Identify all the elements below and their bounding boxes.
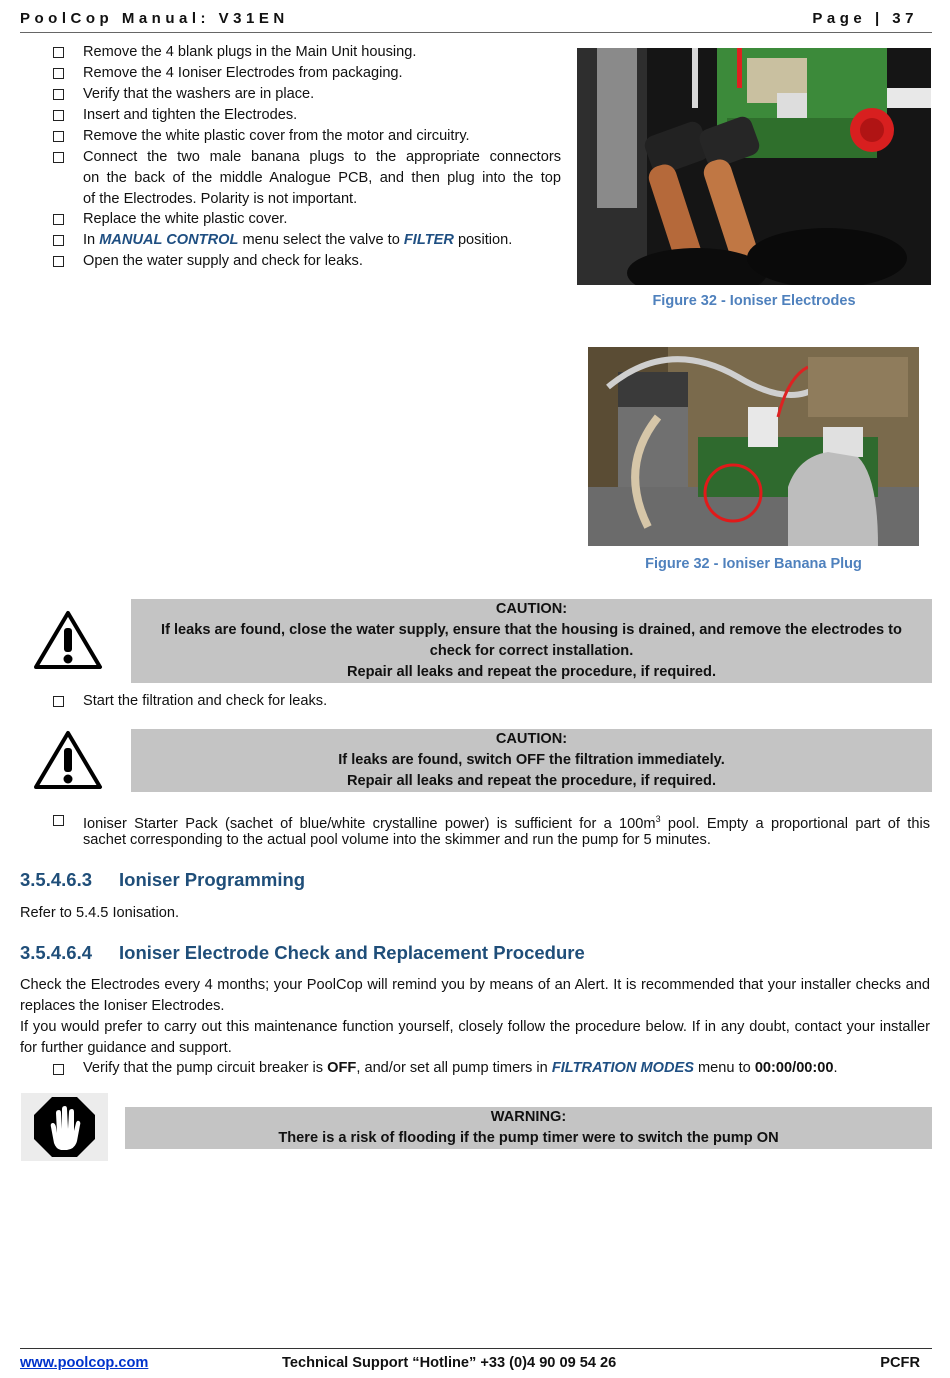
list-item: Open the water supply and check for leaks.	[83, 253, 363, 269]
caution-text: check for correct installation.	[429, 643, 634, 659]
manual-title: PoolCop Manual: V31EN	[20, 10, 289, 27]
caution-box	[131, 729, 932, 792]
list-item: Remove the 4 Ioniser Electrodes from packaging.	[83, 65, 403, 81]
section-number: 3.5.4.6.3	[20, 869, 93, 890]
caution-text: Repair all leaks and repeat the procedure, if required.	[346, 664, 717, 680]
checkbox	[53, 68, 64, 79]
checkbox	[53, 152, 64, 163]
timer-value: 00:00/00:00	[754, 1060, 834, 1076]
section-title: Ioniser Programming	[119, 869, 306, 890]
photo-banana-plug	[588, 347, 919, 546]
list-item: Replace the white plastic cover.	[83, 211, 288, 227]
support-hotline: Technical Support “Hotline” +33 (0)4 90 09 54 26	[282, 1355, 617, 1371]
checkbox	[53, 131, 64, 142]
photo-banana-plug-graphic	[588, 347, 919, 546]
stop-hand-icon-graphic	[21, 1093, 108, 1161]
footer-code: PCFR	[880, 1355, 920, 1371]
section-heading	[20, 942, 585, 964]
text: Ioniser Starter Pack (sachet of blue/white crystalline power) is sufficient for a 100m	[83, 815, 656, 832]
page-footer	[20, 1348, 932, 1377]
caution-box	[131, 599, 932, 683]
caution-text: Repair all leaks and repeat the procedure, if required.	[346, 773, 717, 789]
warning-text: There is a risk of flooding if the pump timer were to switch the pump ON	[278, 1130, 779, 1146]
menu-keyword: FILTRATION MODES	[551, 1060, 694, 1076]
figure-caption: Figure 32 - Ioniser Banana Plug	[645, 556, 862, 572]
checkbox	[53, 696, 64, 707]
paragraph: Refer to 5.4.5 Ionisation.	[20, 905, 180, 921]
checkbox	[53, 110, 64, 121]
caution-title: CAUTION:	[495, 601, 568, 617]
text: , and/or set all pump timers in	[356, 1060, 552, 1076]
text: Verify that the pump circuit breaker is	[83, 1060, 328, 1076]
section-title: Ioniser Electrode Check and Replacement Procedure	[119, 942, 585, 963]
checkbox	[53, 235, 64, 246]
warning-triangle-icon-graphic	[33, 729, 103, 791]
warning-title: WARNING:	[490, 1109, 567, 1125]
warning-box	[125, 1107, 932, 1149]
paragraph: If you would prefer to carry out this maintenance function yourself, closely follow the procedure below. If in any doubt, contact your installer for further guidance and support.	[20, 1019, 930, 1056]
list-item: Connect the two male banana plugs to the appropriate connectors	[83, 149, 561, 165]
list-item	[83, 1058, 838, 1079]
checkbox	[53, 256, 64, 267]
list-item	[83, 230, 512, 251]
stop-hand-icon	[21, 1093, 108, 1161]
warning-triangle-icon-graphic	[33, 609, 103, 671]
list-item-continued: on the back of the middle Analogue PCB, and then plug into the top	[83, 170, 561, 186]
text: pool. Empty a proportional part of this	[660, 815, 930, 832]
checkbox	[53, 47, 64, 58]
list-item: Verify that the washers are in place.	[83, 86, 315, 102]
page-number: Page | 37	[812, 10, 918, 27]
position-keyword: FILTER	[403, 232, 454, 248]
list-item: Start the filtration and check for leaks.	[83, 693, 328, 709]
text: In	[83, 232, 100, 248]
figure-caption: Figure 32 - Ioniser Electrodes	[652, 293, 856, 309]
photo-ioniser-electrodes	[577, 48, 931, 285]
section-heading	[20, 869, 305, 891]
list-item-continued: sachet corresponding to the actual pool volume into the skimmer and run the pump for 5 minutes.	[83, 832, 711, 848]
warning-triangle-icon	[33, 609, 103, 671]
off-keyword: OFF	[327, 1060, 357, 1076]
checkbox	[53, 815, 64, 826]
text: position.	[453, 232, 513, 248]
superscript: 3	[655, 814, 661, 824]
text: .	[833, 1060, 838, 1076]
checkbox	[53, 214, 64, 225]
list-item: Remove the 4 blank plugs in the Main Unit housing.	[83, 44, 417, 60]
text: menu select the valve to	[238, 232, 404, 248]
checkbox	[53, 89, 64, 100]
caution-text: If leaks are found, switch OFF the filtration immediately.	[338, 752, 725, 768]
menu-keyword: MANUAL CONTROL	[99, 232, 239, 248]
text: menu to	[693, 1060, 755, 1076]
website-link[interactable]: www.poolcop.com	[20, 1355, 149, 1371]
section-number: 3.5.4.6.4	[20, 942, 93, 963]
caution-title: CAUTION:	[495, 731, 568, 747]
photo-ioniser-electrodes-graphic	[577, 48, 931, 285]
warning-triangle-icon	[33, 729, 103, 791]
list-item: Insert and tighten the Electrodes.	[83, 107, 298, 123]
page-header	[20, 8, 932, 33]
list-item: Remove the white plastic cover from the motor and circuitry.	[83, 128, 470, 144]
paragraph: Check the Electrodes every 4 months; your PoolCop will remind you by means of an Alert. It is recommended that your installer checks and replaces the Ioniser Electrodes.	[20, 977, 930, 1014]
caution-text: If leaks are found, close the water supply, ensure that the housing is drained, and remove the electrodes to	[161, 622, 902, 638]
checkbox	[53, 1064, 64, 1075]
list-item-continued: of the Electrodes. Polarity is not important.	[83, 191, 358, 207]
